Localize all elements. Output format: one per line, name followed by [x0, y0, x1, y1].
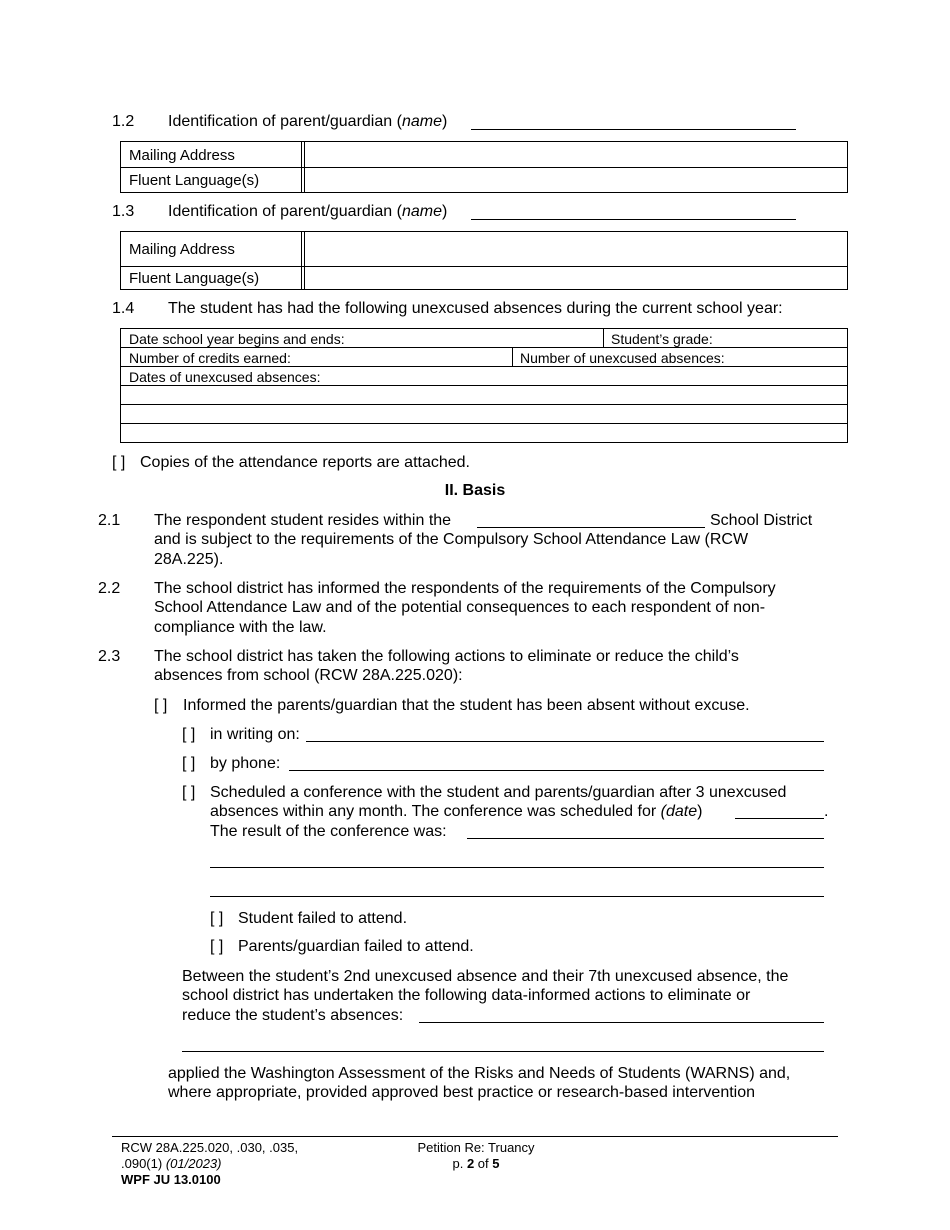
- conference-line-1: Scheduled a conference with the student and parents/guardian after 3 unexcused: [210, 784, 787, 801]
- conference-result-line-3[interactable]: [210, 896, 824, 897]
- footer-page-number: p. 2 of 5: [452, 1156, 500, 1171]
- actions-taken-line-2: absences from school (RCW 28A.225.020):: [154, 667, 463, 684]
- school-district-label: School District: [710, 512, 813, 529]
- writing-date-line[interactable]: [306, 741, 824, 742]
- conference-date-line[interactable]: [735, 818, 824, 819]
- parents-failed-checkbox[interactable]: [ ]: [210, 938, 224, 955]
- student-failed-checkbox[interactable]: [ ]: [210, 910, 224, 927]
- phone-label: by phone:: [210, 755, 281, 772]
- data-informed-actions-line-2[interactable]: [182, 1051, 824, 1052]
- compulsory-law-cite: 28A.225).: [154, 551, 224, 568]
- student-grade-label: Student’s grade:: [611, 331, 713, 347]
- section-number-1-2: 1.2: [112, 113, 135, 130]
- parent-guardian-name-line-1[interactable]: [471, 129, 796, 130]
- mailing-address-field-1[interactable]: [305, 142, 847, 166]
- mailing-address-label-1: Mailing Address: [129, 147, 235, 164]
- conference-line-2: absences within any month. The conference was scheduled for (date): [210, 803, 703, 820]
- parents-failed-label: Parents/guardian failed to attend.: [238, 938, 474, 955]
- fluent-language-label-1: Fluent Language(s): [129, 172, 260, 189]
- school-year-label: Date school year begins and ends:: [129, 331, 345, 347]
- data-informed-line-1: Between the student’s 2nd unexcused absence and their 7th unexcused absence, the: [182, 968, 789, 985]
- writing-label: in writing on:: [210, 726, 300, 743]
- informed-respondents-line-2: School Attendance Law and of the potential consequences to each respondent of non-: [154, 599, 766, 616]
- parent-guardian-name-line-2[interactable]: [471, 219, 796, 220]
- footer-title: Petition Re: Truancy: [417, 1140, 535, 1155]
- school-district-line[interactable]: [477, 527, 705, 528]
- attendance-reports-checkbox[interactable]: [ ]: [112, 454, 126, 471]
- section-heading-basis: II. Basis: [444, 482, 506, 499]
- footer-rule: [112, 1136, 838, 1137]
- credits-earned-label: Number of credits earned:: [129, 350, 291, 366]
- conference-checkbox[interactable]: [ ]: [182, 784, 196, 801]
- phone-date-line[interactable]: [289, 770, 824, 771]
- writing-checkbox[interactable]: [ ]: [182, 726, 196, 743]
- conference-result-label: The result of the conference was:: [210, 823, 447, 840]
- absences-intro-text: The student has had the following unexcused absences during the current school year:: [168, 300, 783, 317]
- section-number-1-3: 1.3: [112, 203, 135, 220]
- conference-period: .: [824, 803, 829, 820]
- section-number-2-2: 2.2: [98, 580, 121, 597]
- phone-checkbox[interactable]: [ ]: [182, 755, 196, 772]
- mailing-address-field-2[interactable]: [305, 232, 847, 265]
- footer-rcw-line-1: RCW 28A.225.020, .030, .035,: [121, 1140, 299, 1155]
- fluent-language-field-2[interactable]: [305, 267, 847, 289]
- data-informed-line-2: school district has undertaken the following data-informed actions to eliminate or: [182, 987, 751, 1004]
- conference-result-line-2[interactable]: [210, 867, 824, 868]
- unexcused-absences-count-label: Number of unexcused absences:: [520, 350, 725, 366]
- fluent-language-field-1[interactable]: [305, 168, 847, 192]
- student-failed-label: Student failed to attend.: [238, 910, 408, 927]
- conference-result-line-1[interactable]: [467, 838, 824, 839]
- actions-taken-line-1: The school district has taken the following actions to eliminate or reduce the child’s: [154, 648, 739, 665]
- data-informed-actions-line-1[interactable]: [419, 1022, 824, 1023]
- resides-within-text: The respondent student resides within the: [154, 512, 452, 529]
- parent-guardian-label-2: Identification of parent/guardian (name): [168, 203, 448, 220]
- footer-rcw-line-2: .090(1) (01/2023): [121, 1156, 222, 1171]
- footer-form-id: WPF JU 13.0100: [121, 1172, 221, 1187]
- fluent-language-label-2: Fluent Language(s): [129, 270, 260, 287]
- compulsory-law-text: and is subject to the requirements of the Compulsory School Attendance Law (RCW: [154, 531, 749, 548]
- informed-label: Informed the parents/guardian that the student has been absent without excuse.: [183, 697, 750, 714]
- section-number-2-1: 2.1: [98, 512, 121, 529]
- section-number-2-3: 2.3: [98, 648, 121, 665]
- attendance-reports-label: Copies of the attendance reports are attached.: [140, 454, 470, 471]
- informed-respondents-line-3: compliance with the law.: [154, 619, 327, 636]
- data-informed-line-3: reduce the student’s absences:: [182, 1007, 404, 1024]
- section-number-1-4: 1.4: [112, 300, 135, 317]
- warns-line-1: applied the Washington Assessment of the Risks and Needs of Students (WARNS) and,: [168, 1065, 791, 1082]
- informed-checkbox[interactable]: [ ]: [154, 697, 168, 714]
- parent-guardian-label-1: Identification of parent/guardian (name): [168, 113, 448, 130]
- mailing-address-label-2: Mailing Address: [129, 241, 235, 258]
- informed-respondents-line-1: The school district has informed the respondents of the requirements of the Compulsory: [154, 580, 776, 597]
- unexcused-dates-label: Dates of unexcused absences:: [129, 369, 321, 385]
- warns-line-2: where appropriate, provided approved best practice or research-based intervention: [168, 1084, 756, 1101]
